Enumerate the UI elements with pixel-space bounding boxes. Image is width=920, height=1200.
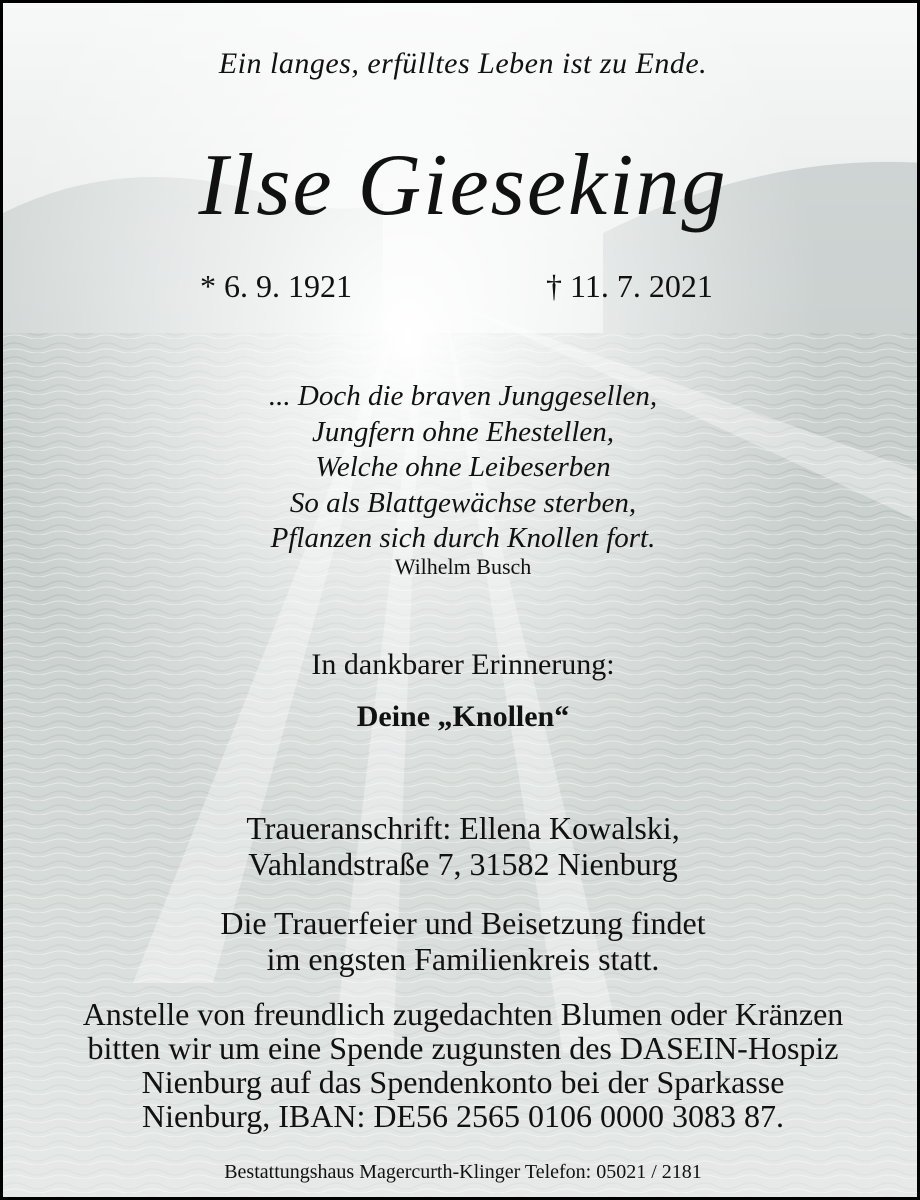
donation-line: bitten wir um eine Spende zugunsten des DASEIN-Hospiz — [87, 1030, 839, 1066]
poem-line: So als Blattgewächse sterben, — [289, 486, 637, 519]
donation-notice — [3, 997, 920, 1133]
poem-line: ... Doch die braven Junggesellen, — [268, 380, 658, 412]
deceased-name: Ilse Gieseking — [198, 137, 728, 234]
poem-author: Wilhelm Busch — [394, 554, 532, 579]
address-line: Traueranschrift: Ellena Kowalski, — [246, 810, 680, 846]
tagline: Ein langes, erfülltes Leben ist zu Ende. — [218, 47, 708, 80]
donation-line: Nienburg, IBAN: DE56 2565 0106 0000 3083 87. — [141, 1098, 785, 1134]
funeral-home-footer: Bestattungshaus Magercurth-Klinger Telefon: 05021 / 2181 — [224, 1161, 702, 1183]
address-line: Vahlandstraße 7, 31582 Nienburg — [248, 846, 678, 882]
memory-phrase: In dankbarer Erinnerung: — [311, 648, 615, 681]
death-date: † 11. 7. 2021 — [546, 268, 713, 304]
donation-line: Nienburg auf das Spendenkonto bei der Sparkasse — [141, 1064, 785, 1100]
mourning-address — [3, 810, 920, 882]
poem — [3, 379, 920, 557]
ceremony-line: Die Trauerfeier und Beisetzung findet — [220, 905, 706, 941]
poem-line: Pflanzen sich durch Knollen fort. — [270, 522, 656, 554]
donation-line: Anstelle von freundlich zugedachten Blumen oder Kränzen — [82, 996, 844, 1032]
mourners-signature: Deine „Knollen“ — [356, 700, 570, 733]
birth-date: * 6. 9. 1921 — [200, 268, 352, 304]
ceremony-notice — [3, 905, 920, 977]
ceremony-line: im engsten Familienkreis statt. — [266, 941, 660, 977]
poem-line: Jungfern ohne Ehestellen, — [312, 415, 614, 448]
poem-line: Welche ohne Leibeserben — [315, 451, 611, 483]
